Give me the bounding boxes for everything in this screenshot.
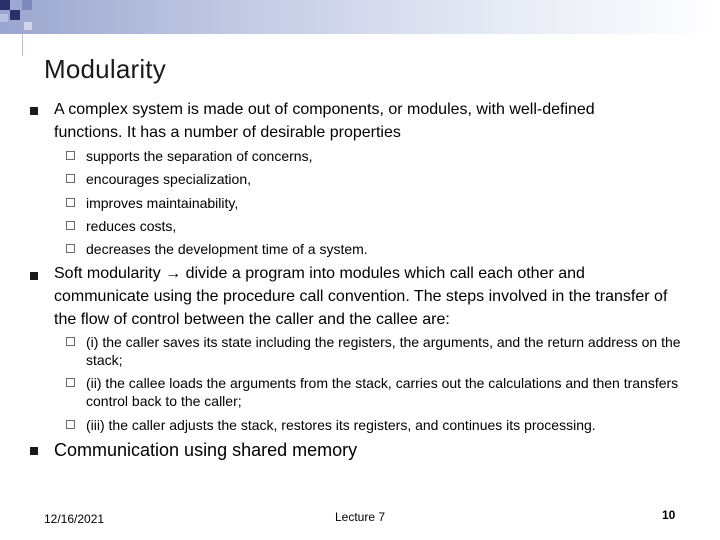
title-banner	[0, 0, 720, 34]
checkbox-bullet-icon	[66, 174, 75, 183]
checkbox-bullet-icon	[66, 198, 75, 207]
decor-square	[0, 14, 8, 22]
bullet-marker	[30, 272, 38, 280]
sub-item-text: encourages specialization,	[86, 171, 251, 187]
sub-item-text: (i) the caller saves its state including the registers, the arguments, and the return address on the stack;	[86, 334, 681, 368]
sub-item-text: supports the separation of concerns,	[86, 148, 313, 164]
decor-square	[0, 0, 10, 10]
bullet-text-2: Soft modularity → divide a program into modules which call each other and communicate using the procedure call convention. The steps involved in the transfer of the flow of control between the caller and the callee are:	[54, 265, 668, 328]
page-number: 10	[662, 508, 676, 522]
sub-item-text: (ii) the callee loads the arguments from the stack, carries out the calculations and then transfers control back to the caller;	[86, 375, 679, 409]
bullet-text-1: A complex system is made out of components, or modules, with well-defined functions. It has a number of desirable properties	[54, 101, 595, 141]
checkbox-bullet-icon	[66, 151, 75, 160]
decor-square	[10, 10, 20, 20]
checkbox-bullet-icon	[66, 221, 75, 230]
sub-item-text: (iii) the caller adjusts the stack, restores its registers, and continues its processing.	[86, 417, 596, 433]
checkbox-bullet-icon	[66, 337, 75, 346]
sub-item-text: reduces costs,	[86, 218, 177, 234]
checkbox-bullet-icon	[66, 420, 75, 429]
decor-line	[22, 34, 23, 56]
bullet-marker	[30, 107, 38, 115]
footer-date: 12/16/2021	[44, 512, 105, 526]
sub-item-text: decreases the development time of a system.	[86, 241, 368, 257]
bullet-text-3: Communication using shared memory	[54, 440, 358, 460]
sub-item-text: improves maintainability,	[86, 195, 239, 211]
decor-square	[24, 22, 32, 30]
footer-lecture: Lecture 7	[335, 510, 386, 524]
checkbox-bullet-icon	[66, 378, 75, 387]
checkbox-bullet-icon	[66, 244, 75, 253]
decor-square	[22, 0, 32, 10]
slide-title: Modularity	[44, 54, 166, 84]
bullet-marker	[30, 447, 38, 455]
